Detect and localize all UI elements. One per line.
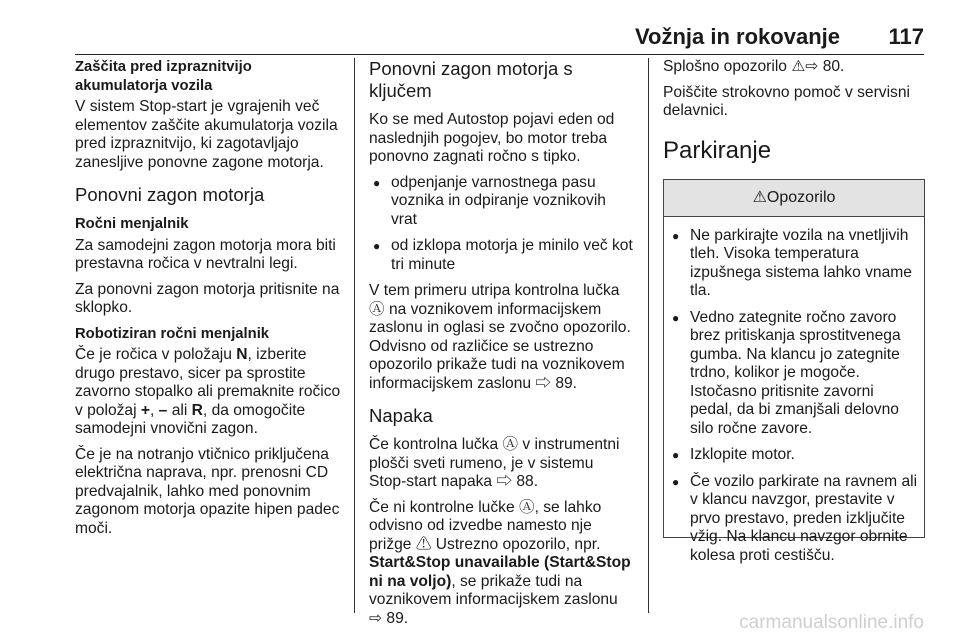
- warning-title: Opozorilo: [766, 188, 836, 206]
- paragraph-manual-1: Za samodejni zagon motorja mora biti prestavna ročica v nevtralni legi.: [75, 236, 336, 272]
- subheading-battery-protection: Zaščita pred izpraznitvijo akumulatorja vozila: [75, 59, 252, 94]
- list-item: ● odpenjanje varnostnega pasu voznika in odpiranje voznikovih vrat: [369, 174, 633, 230]
- heading-engine-restart: Ponovni zagon motorja: [75, 184, 265, 205]
- paragraph-automated-1: Če je ročica v položaju N, izberite drugo prestavo, sicer pa sprostite zavorno stopalko ali premaknite ročico v položaj +, – ali R, da omogočite samodejni vnovični zagon.: [75, 346, 341, 437]
- heading-fault: Napaka: [369, 405, 433, 426]
- paragraph-battery-protection: V sistem Stop-start je vgrajenih več elementov zaščite akumulatorja vozila pred izpraznitvijo, ki zagotavljajo zanesljive ponovne zagone motorja.: [75, 98, 338, 171]
- subheading-manual-transmission: Ročni menjalnik: [75, 216, 189, 232]
- list-item: ● Če vozilo parkirate na ravnem ali v klancu navzgor, prestavite v prvo prestavo, preden izključite vžig. Na klancu navzgor obrnite kolesa proti cestišču.: [668, 473, 918, 566]
- autostop-indicator-icon: Ⓐ: [502, 436, 519, 453]
- paragraph-general-warning: Splošno opozorilo ⚠⇨ 80.: [663, 58, 845, 75]
- column-right: [663, 58, 925, 564]
- subheading-automated-manual: Robotiziran ročni menjalnik: [75, 325, 270, 342]
- conditions-list: [369, 174, 633, 275]
- paragraph-fault-2: Če ni kontrolne lučke Ⓐ, se lahko odvisno od izvedbe namesto nje prižge ⚠ Ustrezno opozorilo, npr. Start&Stop unavailable (Start&Stop ni na voljo), se prikaže tudi na voznikovem informacijskem zaslonu ⇨ 89.: [369, 498, 631, 627]
- page-header: [75, 22, 924, 55]
- section-title: Vožnja in rokovanje: [635, 24, 840, 49]
- paragraph-fault-1: Če kontrolna lučka Ⓐ v instrumentni plošči sveti rumeno, je v sistemu Stop-start napaka ⇨ 88.: [369, 436, 620, 490]
- warning-triangle-icon: ⚠: [415, 535, 432, 553]
- page-reference: ⇨ 88.: [496, 473, 539, 490]
- paragraph-seek-help: Poiščite strokovno pomoč v servisni delavnici.: [663, 83, 910, 119]
- page-reference: ⇨ 89.: [369, 609, 409, 627]
- warning-box: [663, 179, 925, 564]
- paragraph-key-restart: Ko se med Autostop pojavi eden od naslednjih pogojev, bo motor treba ponovno zagnati ročno s tipko.: [369, 111, 615, 165]
- autostop-indicator-icon: Ⓐ: [369, 300, 385, 318]
- list-item: ● Izklopite motor.: [668, 446, 918, 465]
- autostop-indicator-icon: Ⓐ: [518, 498, 535, 516]
- paragraph-indicator-flash: V tem primeru utripa kontrolna lučka Ⓐ na voznikovem informacijskem zaslonu in oglasi se zvočno opozorilo. Odvisno od različice se ustrezno opozorilo prikaže tudi na voznikovem informacijskem zaslonu ⇨ 89.: [369, 282, 631, 392]
- column-middle: [369, 58, 633, 635]
- page-reference: ⇨ 89.: [535, 374, 578, 392]
- list-item: ● Ne parkirajte vozila na vnetljivih tleh. Visoka temperatura izpušnega sistema lahko vname tla.: [668, 227, 918, 301]
- page-number: 117: [888, 24, 924, 49]
- warning-header: [664, 180, 924, 217]
- warning-triangle-icon: ⚠: [752, 188, 767, 206]
- watermark: carmanualsonline.info: [739, 612, 924, 633]
- warning-triangle-icon: ⚠: [791, 58, 806, 75]
- heading-key-restart: Ponovni zagon motorja s ključem: [369, 58, 573, 101]
- list-item: ● Vedno zategnite ročno zavoro brez pritiskanja sprostitvenega gumba. Na klancu jo zategnite trdno, kolikor je mogoče. Istočasno pritisnite zavorni pedal, da bi zmanjšali delovno silo ročne zavore.: [668, 309, 918, 439]
- paragraph-manual-2: Za ponovni zagon motorja pritisnite na sklopko.: [75, 280, 340, 316]
- list-item: ● od izklopa motorja je minilo več kot tri minute: [369, 237, 633, 274]
- column-divider-2: [648, 58, 649, 613]
- heading-parking: Parkiranje: [663, 136, 772, 164]
- column-left: [75, 58, 347, 545]
- paragraph-automated-2: Če je na notranjo vtičnico priključena električna naprava, npr. prenosni CD predvajalnik, lahko med ponovnim zagonom motorja opazite hipen padec moči.: [75, 445, 340, 537]
- warning-list: [664, 217, 924, 566]
- column-divider-1: [354, 58, 355, 613]
- page-reference: ⇨ 80.: [805, 58, 845, 75]
